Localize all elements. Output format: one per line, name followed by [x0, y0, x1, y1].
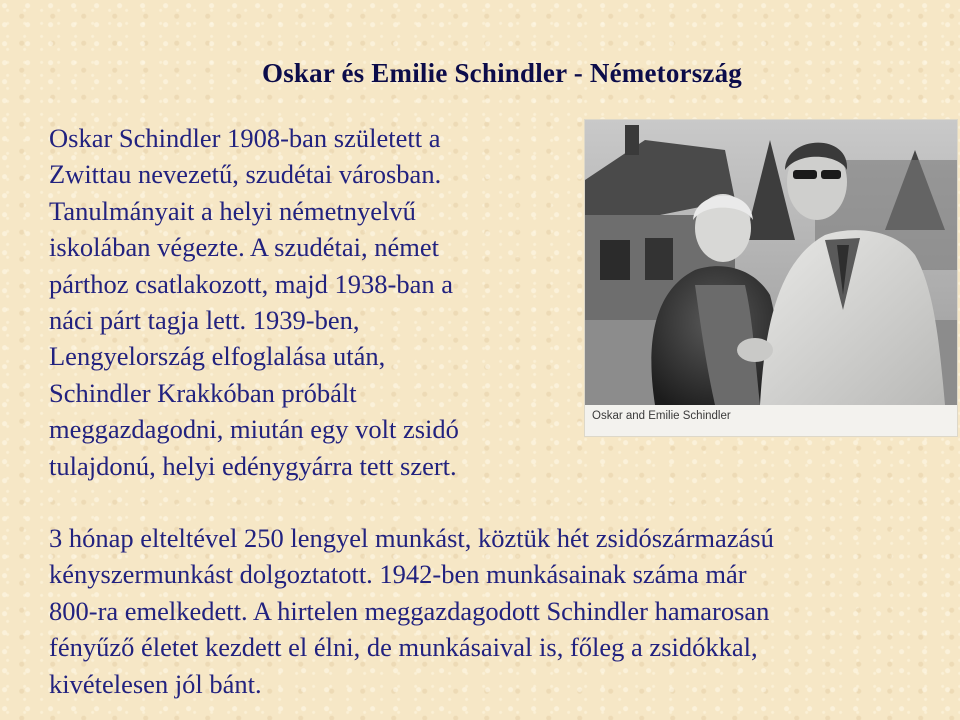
- paragraph-line: Zwittau nevezetű, szudétai városban.: [49, 159, 442, 190]
- second-paragraph: [49, 520, 939, 702]
- paragraph-line: tulajdonú, helyi edénygyárra tett szert.: [49, 450, 457, 481]
- paragraph-line: kivételesen jól bánt.: [49, 668, 262, 699]
- paragraph-line: náci párt tagja lett. 1939-ben,: [49, 305, 360, 336]
- paragraph-line: iskolában végezte. A szudétai, német: [49, 232, 440, 263]
- paragraph-line: Schindler Krakkóban próbált: [49, 377, 357, 408]
- intro-paragraph: [49, 120, 579, 484]
- slide-title: Oskar és Emilie Schindler - Németország: [262, 58, 742, 88]
- paragraph-line: Tanulmányait a helyi németnyelvű: [49, 195, 416, 226]
- paragraph-line: fényűző életet kezdett el élni, de munkásaival is, főleg a zsidókkal,: [49, 632, 758, 663]
- photo-image: [585, 120, 957, 405]
- paragraph-line: Lengyelország elfoglalása után,: [49, 341, 386, 372]
- paragraph-line: meggazdagodni, miután egy volt zsidó: [49, 414, 459, 445]
- paragraph-line: Oskar Schindler 1908-ban született a: [49, 123, 441, 153]
- photo-caption: Oskar and Emilie Schindler: [592, 410, 731, 422]
- paragraph-line: párthoz csatlakozott, majd 1938-ban a: [49, 268, 453, 299]
- paragraph-line: kényszermunkást dolgoztatott. 1942-ben munkásainak száma már: [49, 559, 747, 590]
- schindler-photo: [585, 120, 957, 436]
- paragraph-line: 3 hónap elteltével 250 lengyel munkást, köztük hét zsidószármazású: [49, 523, 774, 553]
- paragraph-line: 800-ra emelkedett. A hirtelen meggazdagodott Schindler hamarosan: [49, 595, 770, 626]
